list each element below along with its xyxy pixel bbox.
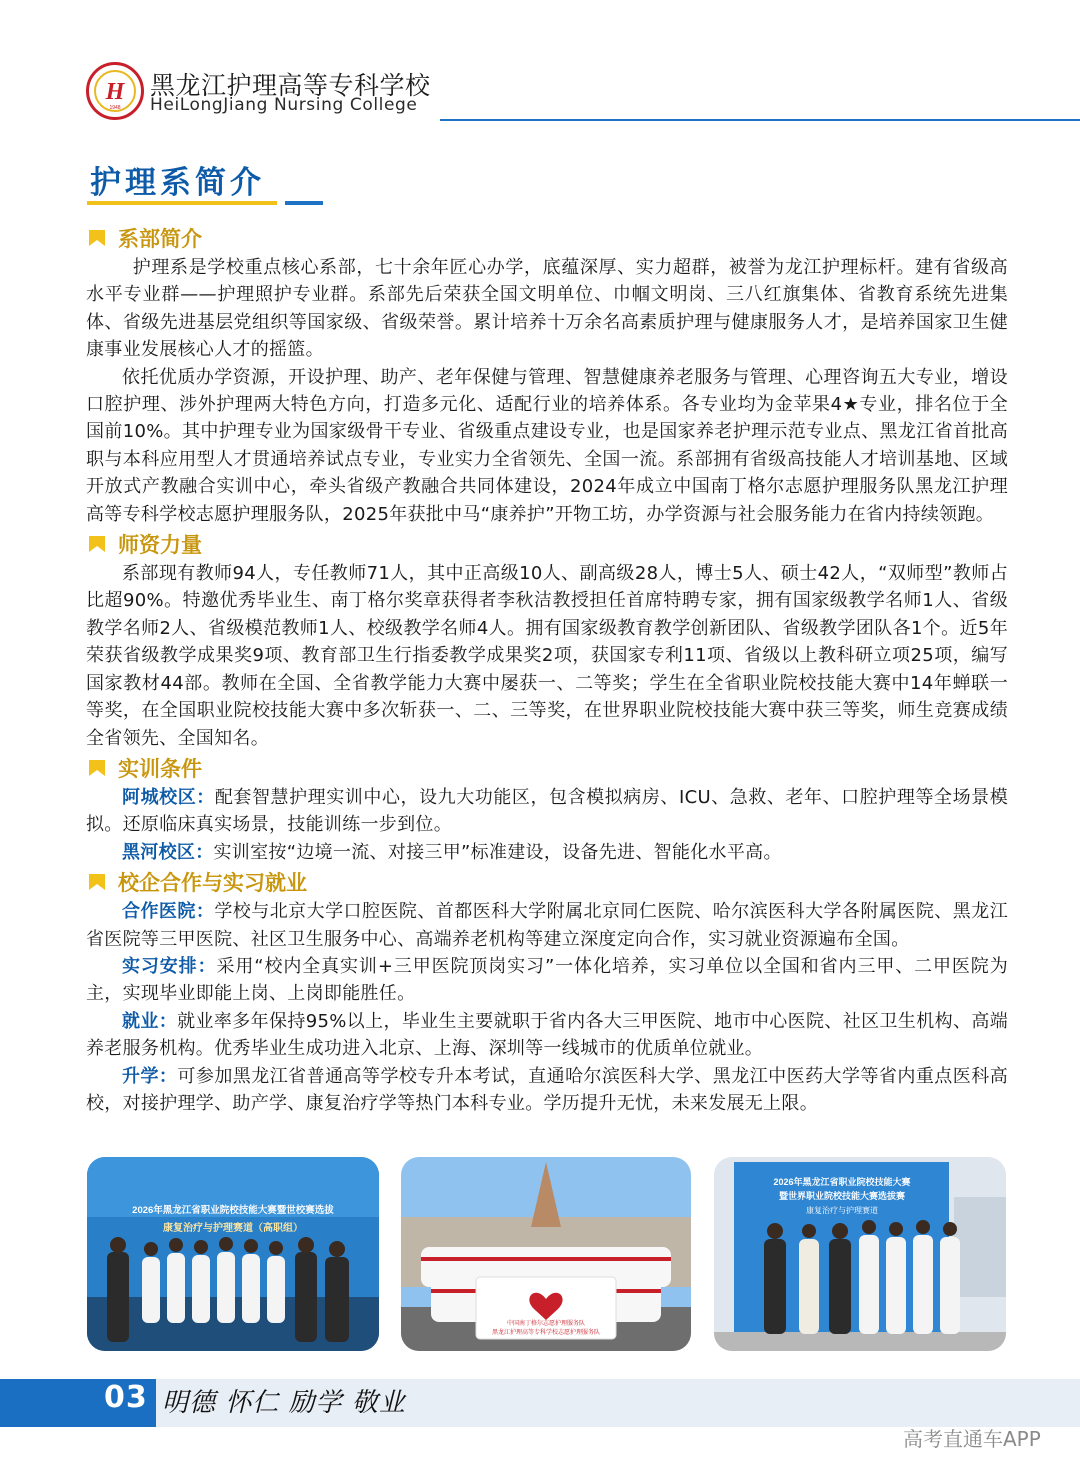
paragraph: 依托优质办学资源，开设护理、助产、老年保健与管理、智慧健康养老服务与管理、心理咨询五大专业，增设口腔护理、涉外护理两大特色方向，打造多元化、适配行业的培养体系。各专业均为金苹果4★专业，排名位于全国前10%。其中护理专业为国家级骨干专业、省级重点建设专业，也是国家养老护理示范专业点、黑龙江省首批高职与本科应用型人才贯通培养试点专业，专业实力全省领先、全国一流。系部拥有省级高技能人才培训基地、区域开放式产教融合实训中心，牵头省级产教融合共同体建设，2024年成立中国南丁格尔志愿护理服务队黑龙江护理高等专科学校志愿护理服务队，2025年获批中马“康养护”开物工坊，办学资源与社会服务能力在省内持续领跑。 <box>86 366 1008 525</box>
svg-text:H: H <box>105 79 125 105</box>
item-text: 可参加黑龙江省普通高等学校专升本考试，直通哈尔滨医科大学、黑龙江中医药大学等省内重点医科高校，对接护理学、助产学、康复治疗学等热门本科专业。学历提升无忧，未来发展无上限。 <box>86 1065 1008 1114</box>
header-divider <box>440 119 1080 121</box>
flag-text-line1: 中国南丁格尔志愿护理服务队 <box>506 1321 586 1327</box>
item-label: 合作医院： <box>122 901 215 923</box>
flag-icon <box>86 757 108 779</box>
item-text: 就业率多年保持95%以上，毕业生主要就职于省内各大三甲医院、地市中心医院、社区卫生机构、高端养老服务机构。优秀毕业生成功进入北京、上海、深圳等一线城市的优质单位就业。 <box>86 1010 1008 1060</box>
item-label: 黑河校区： <box>122 841 214 863</box>
competition-team-photo <box>87 1157 379 1351</box>
competition-stage-photo <box>714 1157 1006 1351</box>
item-label: 实习安排： <box>122 955 217 977</box>
flag-icon <box>86 227 108 249</box>
nurses-group-photo <box>401 1157 691 1351</box>
photo-banner-line1: 2026年黑龙江省职业院校技能大赛暨世校赛选拔 <box>132 1205 334 1216</box>
section-heading-cooperation <box>86 866 1008 898</box>
title-underline-blue <box>285 201 323 205</box>
section-title: 师资力量 <box>118 533 202 558</box>
photo-banner-line1: 2026年黑龙江省职业院校技能大赛 <box>773 1177 911 1187</box>
flag-icon <box>86 533 108 555</box>
page-title: 护理系简介 <box>90 165 265 201</box>
main-content <box>86 222 1008 1117</box>
school-name-en: HeiLongJiang Nursing College <box>150 95 418 115</box>
photo-banner-line2: 康复治疗与护理赛道（高职组） <box>163 1223 303 1234</box>
list-item <box>86 1008 1008 1063</box>
list-item <box>86 839 1008 866</box>
item-text: 学校与北京大学口腔医院、首都医科大学附属北京同仁医院、哈尔滨医科大学各附属医院、黑龙江省医院等三甲医院、社区卫生服务中心、高端养老机构等建立深度定向合作，实习就业资源遍布全国。 <box>86 901 1008 950</box>
item-label: 升学： <box>122 1065 178 1087</box>
item-label: 阿城校区： <box>122 786 215 808</box>
section-title: 系部简介 <box>118 227 202 251</box>
watermark: 高考直通车APP <box>903 1427 1041 1451</box>
item-label: 就业： <box>122 1010 178 1032</box>
school-name-cn: 黑龙江护理高等专科学校 <box>150 71 431 100</box>
item-text: 采用“校内全真实训+三甲医院顶岗实习”一体化培养，实习单位以全国和省内三甲、二甲医院为主，实现毕业即能上岗、上岗即能胜任。 <box>86 955 1008 1005</box>
section-title: 校企合作与实习就业 <box>118 871 307 896</box>
list-item <box>86 1063 1008 1118</box>
svg-text:1948: 1948 <box>109 105 121 111</box>
school-motto: 明德 怀仁 励学 敬业 <box>162 1388 406 1418</box>
paragraph: 护理系是学校重点核心系部，七十余年匠心办学，底蕴深厚、实力超群，被誉为龙江护理标杆。建有省级高水平专业群——护理照护专业群。系部先后荣获全国文明单位、巾帼文明岗、三八红旗集体、省教育系统先进集体、省级先进基层党组织等国家级、省级荣誉。累计培养十万余名高素质护理与健康服务人才，是培养国家卫生健康事业发展核心人才的摇篮。 <box>86 257 1008 361</box>
school-logo <box>86 62 144 120</box>
photo-banner-line2: 暨世界职业院校技能大赛选拔赛 <box>778 1191 906 1201</box>
photo-banner-line3: 康复治疗与护理赛道 <box>806 1206 878 1215</box>
title-underline-yellow <box>87 201 277 205</box>
list-item <box>86 784 1008 839</box>
section-title: 实训条件 <box>118 756 202 781</box>
flag-text-line2: 黑龙江护理高等专科学校志愿护理服务队 <box>491 1330 601 1336</box>
list-item <box>86 953 1008 1008</box>
flag-icon <box>86 871 108 893</box>
paragraph: 系部现有教师94人，专任教师71人，其中正高级10人、副高级28人，博士5人、硕士42人，“双师型”教师占比超90%。特邀优秀毕业生、南丁格尔奖章获得者李秋洁教授担任首席特聘专家，拥有国家级教学名师1人、省级教学名师2人、省级模范教师1人、校级教学名师4人。拥有国家级教育教学创新团队、省级教学团队各1个。近5年荣获省级教学成果奖9项、教育部卫生行指委教学成果奖2项，获国家专利11项、省级以上教科研立项25项，编写国家教材44部。教师在全国、全省教学能力大赛中屡获一、二等奖；学生在全省职业院校技能大赛中14年蝉联一等奖，在全国职业院校技能大赛中多次斩获一、二、三等奖，在世界职业院校技能大赛中获三等奖，师生竞赛成绩全省领先、全国知名。 <box>86 563 1008 749</box>
section-heading-department <box>86 222 1008 254</box>
list-item <box>86 898 1008 953</box>
item-text: 配套智慧护理实训中心，设九大功能区，包含模拟病房、ICU、急救、老年、口腔护理等全场景模拟。还原临床真实场景，技能训练一步到位。 <box>86 786 1009 836</box>
page-number: 03 <box>104 1380 148 1415</box>
item-text: 实训室按“边境一流、对接三甲”标准建设，设备先进、智能化水平高。 <box>213 841 782 863</box>
section-heading-faculty <box>86 528 1008 560</box>
section-heading-training <box>86 752 1008 784</box>
